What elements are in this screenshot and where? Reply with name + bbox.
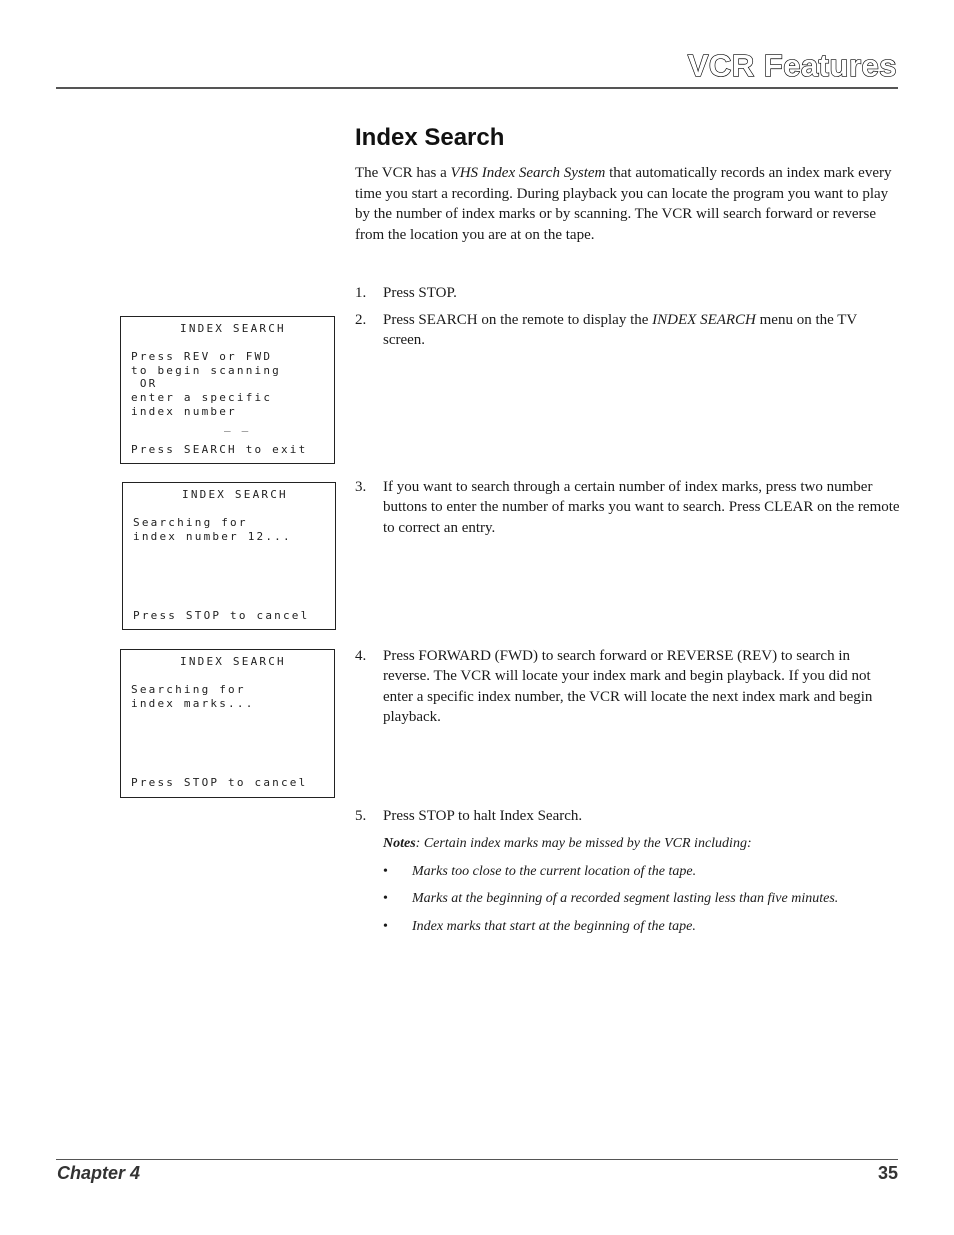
step-number: 5. bbox=[355, 808, 367, 824]
intro-text-end: that automatically records an index mark every time you start a recording. During playback you can locate the program you want to play by the number of index marks or by scanning. The VCR will search forward or reverse from the location you are at on the tape. bbox=[355, 165, 892, 244]
page-number: 35 bbox=[877, 1163, 898, 1183]
screen-footer: Press STOP to cancel bbox=[133, 609, 310, 622]
step-number: 2. bbox=[355, 312, 367, 328]
intro-emphasis: VHS Index Search System bbox=[450, 165, 606, 181]
note-bullet bbox=[383, 862, 903, 882]
note-bullet bbox=[383, 917, 903, 937]
screen-line: to begin scanning bbox=[131, 363, 281, 377]
bullet-dot: • bbox=[383, 919, 388, 934]
header-rule bbox=[56, 87, 898, 89]
footer-rule bbox=[56, 1159, 898, 1160]
bullet-text: Marks at the beginning of a recorded segment lasting less than five minutes. bbox=[412, 891, 839, 906]
page-header-title: VCR Features bbox=[687, 48, 897, 83]
index-search-menu-screen bbox=[120, 316, 335, 464]
step-text: Press STOP to halt Index Search. bbox=[383, 808, 583, 824]
screen-line: index number bbox=[131, 404, 237, 418]
screen-footer: Press STOP to cancel bbox=[131, 776, 308, 789]
bullet-dot: • bbox=[383, 864, 388, 879]
screen-line: Searching for bbox=[131, 683, 246, 696]
screen-title: INDEX SEARCH bbox=[180, 655, 286, 668]
step-number: 1. bbox=[355, 285, 367, 301]
step-text: If you want to search through a certain number of index marks, press two number buttons to enter the number of marks you want to search. Press CLEAR on the remote to correct an entry. bbox=[383, 479, 900, 536]
step-3 bbox=[355, 477, 900, 538]
step-1 bbox=[355, 283, 900, 303]
notes-text: : Certain index marks may be missed by the VCR including: bbox=[415, 836, 752, 851]
searching-marks-screen bbox=[120, 649, 335, 798]
intro-paragraph bbox=[355, 163, 900, 246]
intro-text-start: The VCR has a bbox=[355, 165, 451, 181]
step-emphasis: INDEX SEARCH bbox=[652, 312, 756, 328]
step-text: Press STOP. bbox=[383, 285, 457, 301]
screen-title: INDEX SEARCH bbox=[180, 322, 286, 335]
notes bbox=[383, 834, 903, 854]
step-4 bbox=[355, 646, 900, 727]
searching-number-screen bbox=[122, 482, 336, 630]
bullet-text: Marks too close to the current location of the tape. bbox=[412, 864, 697, 879]
step-text-end: menu on the TV screen. bbox=[383, 312, 857, 349]
bullet-dot: • bbox=[383, 891, 388, 906]
screen-line: enter a specific bbox=[131, 391, 273, 405]
step-text-start: Press SEARCH on the remote to display the bbox=[383, 312, 653, 328]
index-number-entry: _ _ bbox=[224, 419, 251, 432]
screen-footer: Press SEARCH to exit bbox=[131, 443, 308, 456]
step-text: Press FORWARD (FWD) to search forward or REVERSE (REV) to search in reverse. The VCR will locate your index mark and begin playback. If you did not enter a specific index number, the VCR will locate the next index mark and begin playback. bbox=[383, 648, 873, 725]
chapter-label: Chapter 4 bbox=[57, 1163, 141, 1183]
screen-line: Searching for bbox=[133, 516, 248, 529]
screen-line: OR bbox=[131, 377, 158, 391]
step-text bbox=[383, 310, 900, 351]
step-5 bbox=[355, 806, 900, 826]
notes-label: Notes bbox=[383, 836, 416, 851]
bullet-text: Index marks that start at the beginning of the tape. bbox=[412, 919, 696, 934]
step-number: 4. bbox=[355, 648, 367, 664]
screen-line: Press REV or FWD bbox=[131, 350, 273, 363]
note-bullet bbox=[383, 889, 903, 909]
screen-line: index marks... bbox=[131, 696, 255, 710]
screen-title: INDEX SEARCH bbox=[182, 488, 288, 501]
screen-line: index number 12... bbox=[133, 529, 292, 543]
step-2 bbox=[355, 310, 900, 351]
step-number: 3. bbox=[355, 479, 367, 495]
section-title: Index Search bbox=[355, 124, 505, 151]
